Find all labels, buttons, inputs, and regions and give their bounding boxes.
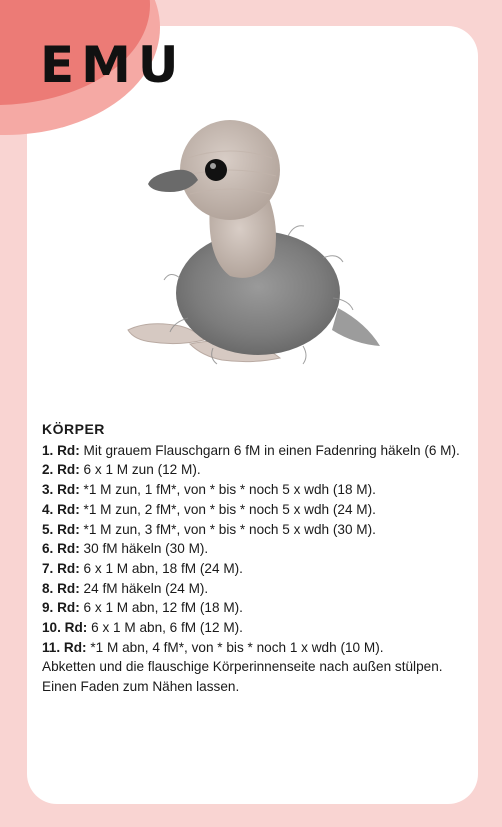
row-label: 1. Rd: xyxy=(42,442,80,458)
pattern-row xyxy=(42,539,462,559)
row-instruction: 6 x 1 M zun (12 M). xyxy=(79,462,201,478)
row-instruction: 6 x 1 M abn, 6 fM (12 M). xyxy=(87,620,243,636)
pattern-row xyxy=(42,638,462,658)
section-heading: KÖRPER xyxy=(42,421,105,437)
pattern-row xyxy=(42,618,462,638)
row-label: 2. Rd: xyxy=(42,462,80,478)
row-instruction: *1 M zun, 1 fM*, von * bis * noch 5 x wdh (18 M). xyxy=(79,482,376,498)
pattern-row xyxy=(42,559,462,579)
pattern-row xyxy=(42,520,462,540)
row-instruction: 6 x 1 M abn, 18 fM (24 M). xyxy=(79,560,243,576)
closing-text: Abketten und die flauschige Körperinnenseite nach außen stülpen. Einen Faden zum Nähen lassen. xyxy=(42,659,443,695)
pattern-row xyxy=(42,598,462,618)
row-label: 11. Rd: xyxy=(42,639,87,655)
pattern-text xyxy=(42,420,462,697)
row-instruction: *1 M abn, 4 fM*, von * bis * noch 1 x wdh (10 M). xyxy=(86,639,384,655)
row-label: 7. Rd: xyxy=(42,560,80,576)
row-instruction: 24 fM häkeln (24 M). xyxy=(79,580,209,596)
row-label: 3. Rd: xyxy=(42,482,80,498)
page-title: EMU xyxy=(40,36,186,94)
row-label: 8. Rd: xyxy=(42,580,80,596)
row-instruction: 6 x 1 M abn, 12 fM (18 M). xyxy=(79,600,243,616)
row-label: 4. Rd: xyxy=(42,501,80,517)
row-instruction: *1 M zun, 2 fM*, von * bis * noch 5 x wdh (24 M). xyxy=(79,501,376,517)
row-instruction: Mit grauem Flauschgarn 6 fM in einen Fadenring häkeln (6 M). xyxy=(79,442,460,458)
pattern-row xyxy=(42,579,462,599)
row-label: 9. Rd: xyxy=(42,600,80,616)
emu-amigurumi-image xyxy=(118,108,388,393)
pattern-row xyxy=(42,441,462,461)
row-label: 6. Rd: xyxy=(42,541,80,557)
row-label: 10. Rd: xyxy=(42,620,88,636)
row-label: 5. Rd: xyxy=(42,521,80,537)
pattern-row xyxy=(42,480,462,500)
pattern-row xyxy=(42,460,462,480)
pattern-row xyxy=(42,500,462,520)
row-instruction: *1 M zun, 3 fM*, von * bis * noch 5 x wdh (30 M). xyxy=(79,521,376,537)
row-instruction: 30 fM häkeln (30 M). xyxy=(79,541,209,557)
